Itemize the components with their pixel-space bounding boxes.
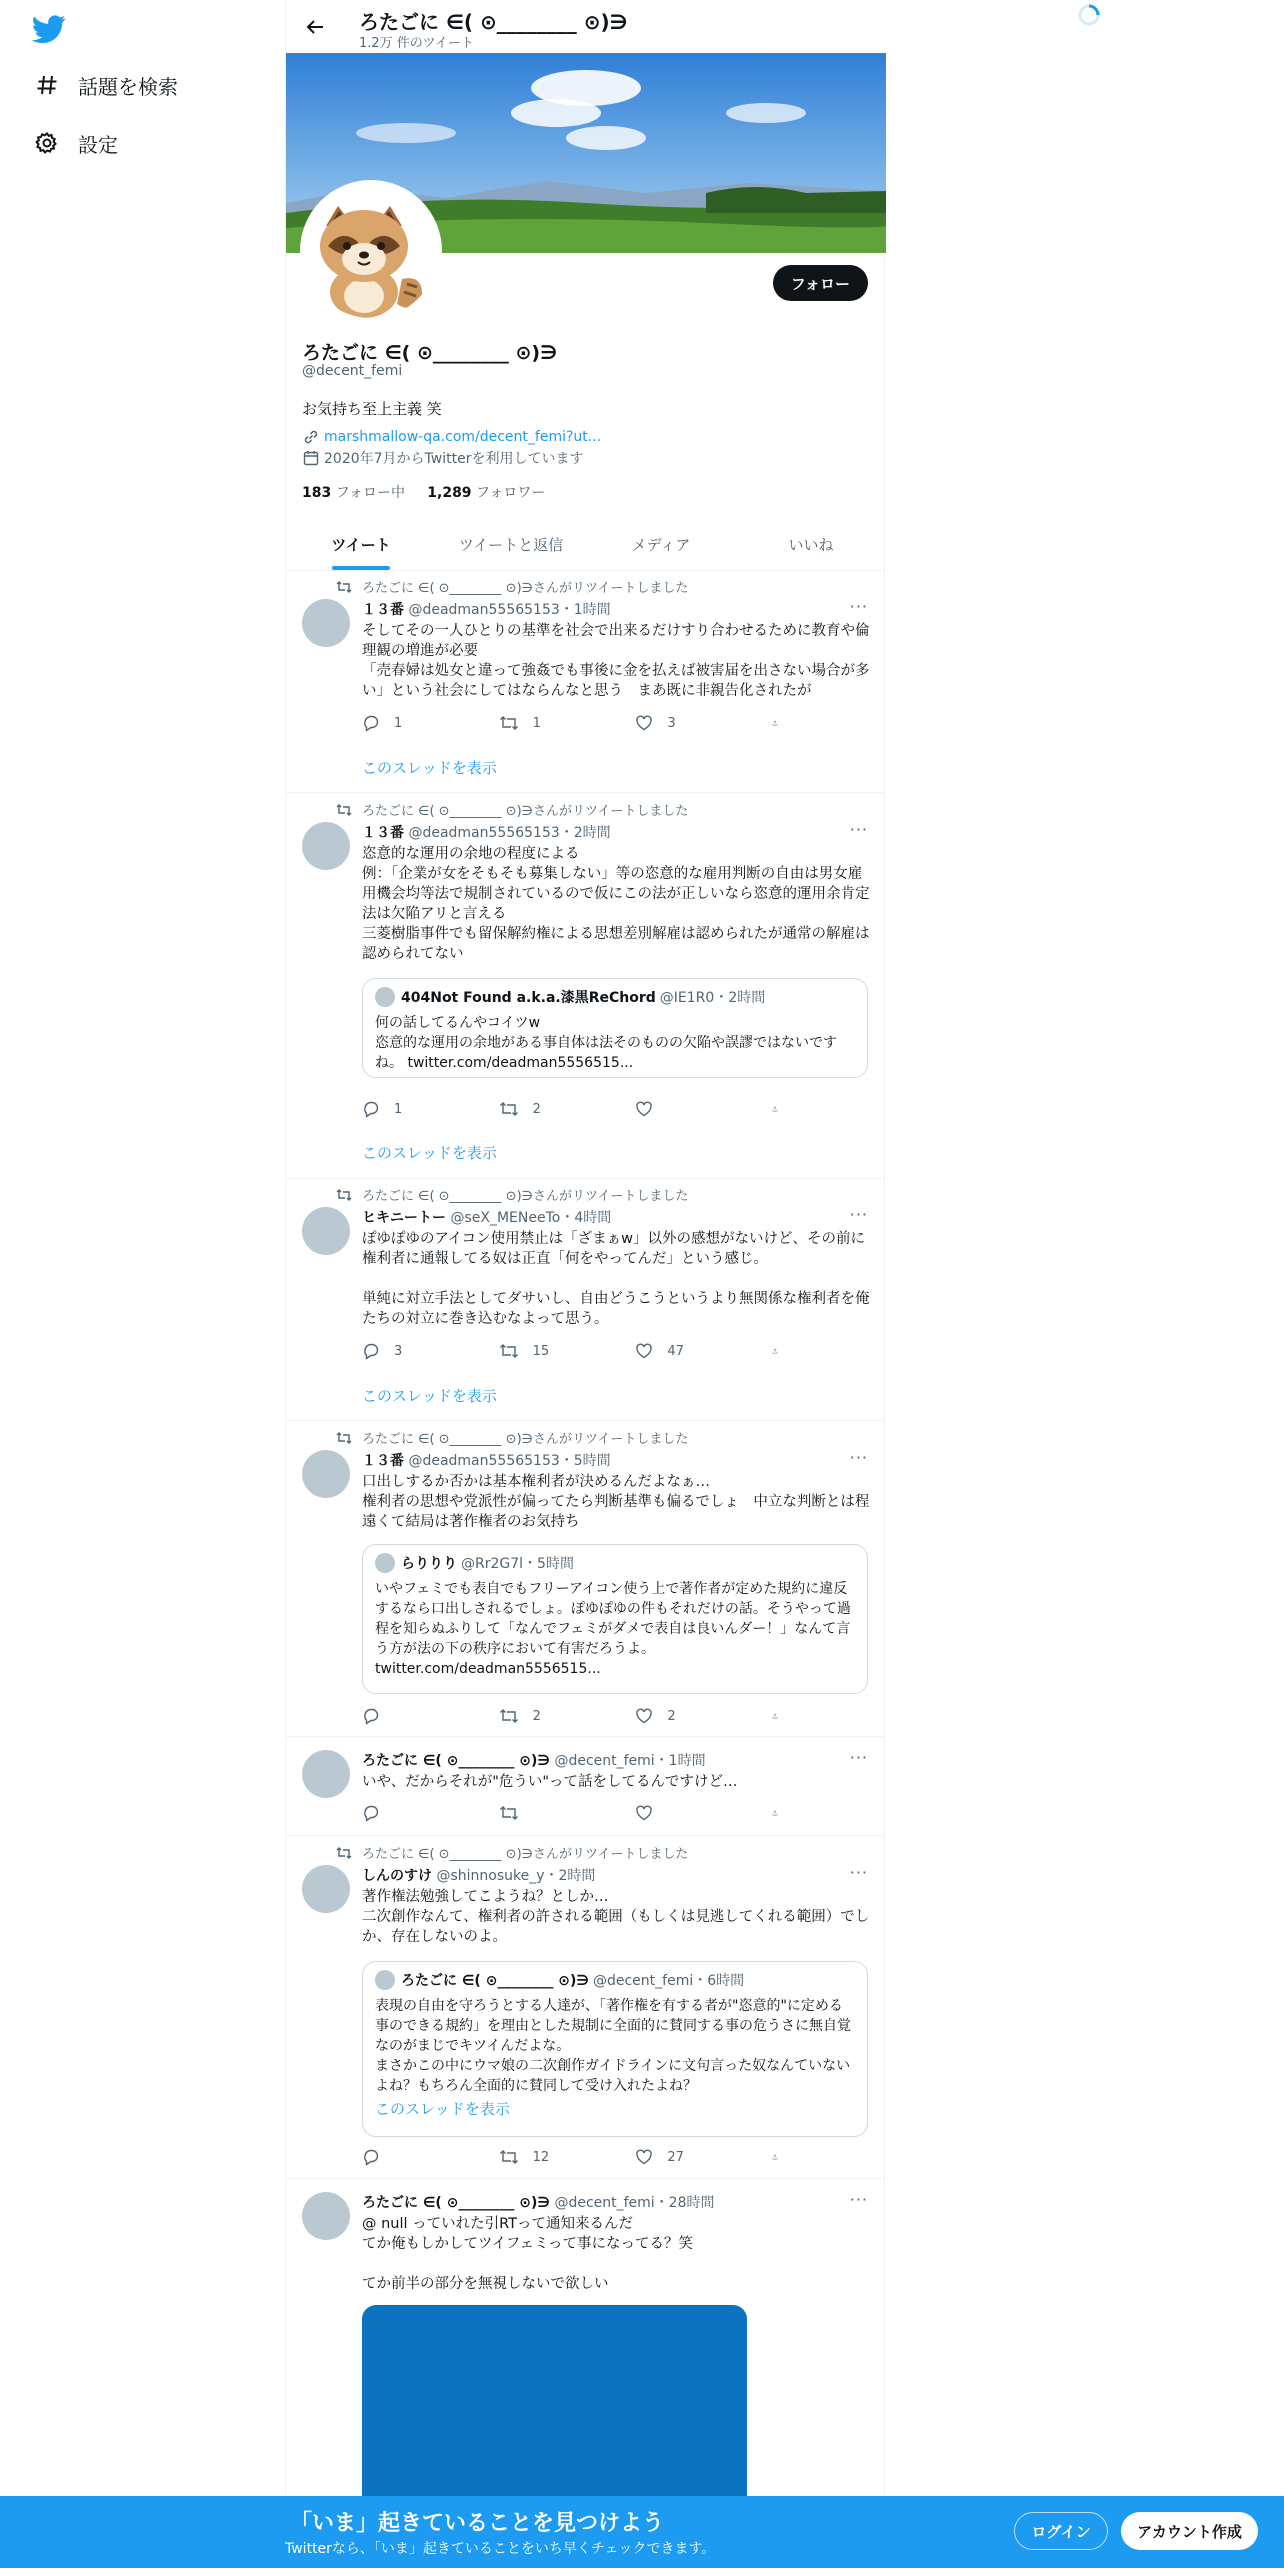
author-name[interactable]: ろたごに ∈( ⊙________ ⊙)∋ bbox=[362, 1753, 550, 1769]
more-options-icon[interactable]: ··· bbox=[849, 1863, 868, 1882]
show-thread-link[interactable]: このスレッドを表示 bbox=[362, 759, 497, 777]
quote-text: 何の話してるんやコイツw 恣意的な運用の余地がある事自体は法そのものの欠陥や誤謬ではないですね。 twitter.com/deadman5556515... bbox=[375, 1015, 837, 1071]
author-meta[interactable]: @deadman55565153・1時間 bbox=[408, 602, 611, 618]
more-options-icon[interactable]: ··· bbox=[849, 1748, 868, 1767]
heart-icon bbox=[635, 1100, 653, 1118]
retweet-button[interactable] bbox=[499, 714, 599, 732]
author-name[interactable]: ヒキニートー bbox=[362, 1210, 446, 1226]
reply-count: 3 bbox=[394, 1343, 403, 1359]
profile-bio: お気持ち至上主義 笑 bbox=[302, 400, 442, 418]
quote-avatar bbox=[375, 1970, 395, 1990]
heart-icon bbox=[635, 714, 653, 732]
like-button[interactable] bbox=[635, 1804, 735, 1822]
quote-meta: @Rr2G7l・5時間 bbox=[461, 1556, 574, 1572]
profile-joined-text: 2020年7月からTwitterを利用しています bbox=[324, 451, 584, 467]
profile-name: ろたごに ∈( ⊙________ ⊙)∋ bbox=[302, 342, 558, 364]
retweeted-by-text: ろたごに ∈( ⊙________ ⊙)∋さんがリツイートしました bbox=[362, 581, 689, 596]
back-arrow-icon[interactable] bbox=[300, 12, 330, 42]
follow-button[interactable]: フォロー bbox=[773, 265, 868, 301]
reply-button[interactable] bbox=[362, 1342, 462, 1360]
main-column bbox=[285, 0, 885, 2568]
tweet[interactable] bbox=[286, 1422, 886, 1737]
tweet-header bbox=[362, 1865, 595, 1885]
retweeted-by-text: ろたごに ∈( ⊙________ ⊙)∋さんがリツイートしました bbox=[362, 1432, 689, 1447]
signup-button[interactable]: アカウント作成 bbox=[1121, 2512, 1258, 2550]
like-count: 27 bbox=[667, 2149, 684, 2165]
author-meta[interactable]: @deadman55565153・5時間 bbox=[408, 1453, 611, 1469]
show-thread-link[interactable]: このスレッドを表示 bbox=[362, 1144, 497, 1162]
avatar[interactable] bbox=[302, 1750, 350, 1798]
following-label: フォロー中 bbox=[335, 485, 405, 501]
avatar[interactable] bbox=[302, 1450, 350, 1498]
retweet-indicator bbox=[336, 800, 688, 819]
retweet-icon bbox=[336, 580, 352, 594]
author-meta[interactable]: @decent_femi・1時間 bbox=[554, 1753, 706, 1769]
profile-joined bbox=[302, 448, 583, 468]
followers-count: 1,289 bbox=[427, 485, 472, 501]
retweet-icon bbox=[336, 1846, 352, 1860]
like-button[interactable] bbox=[635, 2148, 735, 2166]
retweet-count: 15 bbox=[532, 1343, 550, 1359]
retweet-count: 1 bbox=[532, 715, 541, 731]
tweet-header bbox=[362, 1450, 611, 1470]
author-meta[interactable]: @seX_MENeeTo・4時間 bbox=[450, 1210, 612, 1226]
tweet-text: 著作権法勉強してこようね？としか… 二次創作なんて、権利者の許される範囲（もしくは見逃してくれる範囲）でしか、存在しないのよ。 bbox=[362, 1889, 870, 1945]
followers-label: フォロワー bbox=[476, 485, 546, 501]
retweet-indicator bbox=[336, 577, 688, 596]
tab-tweets[interactable]: ツイート bbox=[286, 518, 436, 570]
retweet-icon bbox=[499, 1342, 519, 1360]
retweet-icon bbox=[499, 714, 519, 732]
quote-header bbox=[375, 1970, 855, 1990]
tweet-actions bbox=[362, 1100, 792, 1118]
author-name[interactable]: １３番 bbox=[362, 825, 404, 841]
login-button[interactable]: ログイン bbox=[1014, 2512, 1108, 2550]
retweet-count: 12 bbox=[532, 2149, 550, 2165]
quote-author: ろたごに ∈( ⊙________ ⊙)∋ bbox=[401, 1973, 589, 1989]
more-options-icon[interactable]: ··· bbox=[849, 597, 868, 616]
more-options-icon[interactable]: ··· bbox=[849, 820, 868, 839]
reply-button[interactable] bbox=[362, 2148, 462, 2166]
share-button[interactable] bbox=[772, 1707, 792, 1725]
retweet-button[interactable] bbox=[499, 1804, 599, 1822]
reply-icon bbox=[362, 714, 380, 732]
author-name[interactable]: １３番 bbox=[362, 1453, 404, 1469]
author-name[interactable]: ろたごに ∈( ⊙________ ⊙)∋ bbox=[362, 2195, 550, 2211]
tweet-text: 恣意的な運用の余地の程度による 例：「企業が女をそもそも募集しない」等の恣意的な雇用判断の自由は男女雇用機会均等法で規制されているので仮にこの法が正しいなら恣意的運用余肯定法は欠陥アリと言える 三菱樹脂事件でも留保解約権による思想差別解雇は認められたが通常の解雇は認められてない bbox=[362, 846, 870, 962]
more-options-icon[interactable]: ··· bbox=[849, 1448, 868, 1467]
profile-header bbox=[286, 0, 886, 53]
tab-tweets-and-replies[interactable]: ツイートと返信 bbox=[458, 535, 564, 554]
reply-icon bbox=[362, 1804, 380, 1822]
heart-icon bbox=[635, 2148, 653, 2166]
quote-meta: @decent_femi・6時間 bbox=[592, 1973, 745, 1989]
share-button[interactable] bbox=[772, 1100, 792, 1118]
retweeted-by-text: ろたごに ∈( ⊙________ ⊙)∋さんがリツイートしました bbox=[362, 804, 689, 819]
share-icon bbox=[772, 2148, 778, 2166]
nav-settings-label: 設定 bbox=[78, 132, 118, 157]
tweet-header bbox=[362, 822, 611, 842]
tab-likes[interactable]: いいね bbox=[788, 535, 834, 554]
tweet-actions bbox=[362, 2148, 792, 2166]
retweet-count: 2 bbox=[532, 1101, 541, 1117]
profile-stats bbox=[302, 482, 545, 502]
quote-show-thread-link[interactable]: このスレッドを表示 bbox=[375, 2100, 510, 2118]
tweet-text: そしてその一人ひとりの基準を社会で出来るだけすり合わせるために教育や倫理観の増進が必要 「売春婦は処女と違って強姦でも事後に金を払えば被害届を出さない場合が多い」という社会にしてはならんなと思う まあ既に非親告化されたが bbox=[362, 623, 870, 699]
share-button[interactable] bbox=[772, 714, 792, 732]
quote-text: いやフェミでも表自でもフリーアイコン使う上で著作者が定めた規約に違反するなら口出しされるでしょ。ぽゆぽゆの件もそれだけの話。そうやって過程を知らぬふりして「なんでフェミがダメで表自は良いんダー！」なんて言う方が法の下の秩序において有害だろうよ。 twitter.com/deadman5556515... bbox=[375, 1581, 851, 1677]
avatar[interactable] bbox=[302, 1207, 350, 1255]
signup-banner bbox=[0, 2496, 1284, 2568]
tweet-text: ぽゆぽゆのアイコン使用禁止は「ざまぁw」以外の感想がないけど、その前に権利者に通報してる奴は正直「何をやってんだ」という感じ。 単純に対立手法としてダサいし、自由どうこうというより無関係な権利者を俺たちの対立に巻き込むなよって思う。 bbox=[362, 1231, 870, 1327]
tweet-header bbox=[362, 2192, 715, 2212]
avatar[interactable] bbox=[302, 599, 350, 647]
nav-explore[interactable] bbox=[32, 70, 178, 100]
signup-banner-title: 「いま」起きていることを見つけよう bbox=[290, 2511, 665, 2536]
reply-button[interactable] bbox=[362, 1804, 462, 1822]
quote-avatar bbox=[375, 1553, 395, 1573]
author-meta[interactable]: @deadman55565153・2時間 bbox=[408, 825, 611, 841]
heart-icon bbox=[635, 1342, 653, 1360]
following-stat[interactable] bbox=[302, 485, 405, 501]
share-button[interactable] bbox=[772, 1342, 792, 1360]
share-icon bbox=[772, 1707, 778, 1725]
profile-avatar[interactable] bbox=[300, 180, 442, 322]
quote-meta: @IE1R0・2時間 bbox=[659, 990, 766, 1006]
retweet-icon bbox=[499, 1707, 519, 1725]
retweet-icon bbox=[499, 1100, 519, 1118]
like-count: 47 bbox=[667, 1343, 684, 1359]
twitter-bird-icon[interactable] bbox=[32, 12, 66, 46]
header-title: ろたごに ∈( ⊙________ ⊙)∋ bbox=[359, 10, 628, 34]
tweet-actions bbox=[362, 1707, 792, 1725]
more-options-icon[interactable]: ··· bbox=[849, 1205, 868, 1224]
tweet-text: いや、だからそれが"危うい"って話をしてるんですけど… bbox=[362, 1774, 738, 1790]
avatar[interactable] bbox=[302, 1865, 350, 1913]
reply-button[interactable] bbox=[362, 1100, 462, 1118]
retweet-indicator bbox=[336, 1843, 688, 1862]
like-button[interactable] bbox=[635, 1100, 735, 1118]
tweet-actions bbox=[362, 1804, 792, 1822]
heart-icon bbox=[635, 1804, 653, 1822]
tweet-header bbox=[362, 1207, 611, 1227]
retweet-indicator bbox=[336, 1185, 688, 1204]
quoted-tweet[interactable] bbox=[362, 1961, 868, 2137]
heart-icon bbox=[635, 1707, 653, 1725]
hashtag-icon bbox=[32, 70, 62, 100]
retweet-icon bbox=[336, 803, 352, 817]
nav-settings[interactable] bbox=[32, 128, 118, 158]
retweet-button[interactable] bbox=[499, 1342, 599, 1360]
more-options-icon[interactable]: ··· bbox=[849, 2190, 868, 2209]
quote-author: らりりり bbox=[401, 1556, 457, 1572]
profile-handle: @decent_femi bbox=[302, 363, 403, 379]
share-button[interactable] bbox=[772, 2148, 792, 2166]
retweet-icon bbox=[336, 1188, 352, 1202]
retweeted-by-text: ろたごに ∈( ⊙________ ⊙)∋さんがリツイートしました bbox=[362, 1847, 689, 1862]
avatar[interactable] bbox=[302, 2192, 350, 2240]
header-tweet-count: 1.2万 件のツイート bbox=[359, 36, 474, 51]
tweet-header bbox=[362, 1750, 706, 1770]
profile-link[interactable] bbox=[302, 428, 601, 446]
reply-icon bbox=[362, 1342, 380, 1360]
reply-icon bbox=[362, 2148, 380, 2166]
tweet[interactable] bbox=[286, 1837, 886, 2179]
tweet[interactable] bbox=[286, 794, 886, 1179]
author-name[interactable]: １３番 bbox=[362, 602, 404, 618]
tweet-text: @ null っていれた引RTって通知来るんだ てか俺もしかしてツイフェミって事になってる？笑 てか前半の部分を無視しないで欲しい bbox=[362, 2216, 694, 2292]
retweet-button[interactable] bbox=[499, 2148, 599, 2166]
signup-banner-subtitle: Twitterなら、「いま」起きていることをいち早くチェックできます。 bbox=[285, 2541, 716, 2557]
retweet-icon bbox=[499, 2148, 519, 2166]
nav-explore-label: 話題を検索 bbox=[78, 74, 178, 99]
like-button[interactable] bbox=[635, 1342, 735, 1360]
like-count: 2 bbox=[667, 1708, 676, 1724]
retweet-icon bbox=[336, 1431, 352, 1445]
reply-button[interactable] bbox=[362, 1707, 462, 1725]
reply-button[interactable] bbox=[362, 714, 462, 732]
retweet-indicator bbox=[336, 1428, 688, 1447]
quote-avatar bbox=[375, 987, 395, 1007]
tweet[interactable] bbox=[286, 1179, 886, 1421]
author-meta[interactable]: @shinnosuke_y・2時間 bbox=[436, 1868, 596, 1884]
reply-icon bbox=[362, 1707, 380, 1725]
quote-author: 404Not Found a.k.a.漆黒ReChord bbox=[401, 990, 656, 1006]
author-meta[interactable]: @decent_femi・28時間 bbox=[554, 2195, 715, 2211]
share-button[interactable] bbox=[772, 1804, 792, 1822]
retweet-button[interactable] bbox=[499, 1100, 599, 1118]
share-icon bbox=[772, 714, 778, 732]
avatar[interactable] bbox=[302, 822, 350, 870]
like-button[interactable] bbox=[635, 1707, 735, 1725]
retweet-count: 2 bbox=[532, 1708, 541, 1724]
tweet-actions bbox=[362, 714, 792, 732]
share-icon bbox=[772, 1804, 778, 1822]
share-icon bbox=[772, 1100, 778, 1118]
quoted-tweet[interactable] bbox=[362, 978, 868, 1078]
retweeted-by-text: ろたごに ∈( ⊙________ ⊙)∋さんがリツイートしました bbox=[362, 1189, 689, 1204]
profile-link-text[interactable]: marshmallow-qa.com/decent_femi?ut... bbox=[324, 429, 602, 445]
retweet-button[interactable] bbox=[499, 1707, 599, 1725]
show-thread-link[interactable]: このスレッドを表示 bbox=[362, 1387, 497, 1405]
loading-spinner-icon bbox=[1074, 2, 1104, 28]
tab-media[interactable]: メディア bbox=[631, 535, 691, 554]
tweet-header bbox=[362, 599, 611, 619]
tweet[interactable] bbox=[286, 1738, 886, 1836]
tweet[interactable] bbox=[286, 571, 886, 793]
reply-count: 1 bbox=[394, 1101, 403, 1117]
like-count: 3 bbox=[667, 715, 676, 731]
reply-count: 1 bbox=[394, 715, 403, 731]
tweet-text: 口出しするか否かは基本権利者が決めるんだよなぁ… 権利者の思想や党派性が偏ってたら判断基準も偏るでしょ 中立な判断とは程遠くて結局は著作権者のお気持ち bbox=[362, 1474, 870, 1530]
calendar-icon bbox=[302, 449, 320, 467]
reply-icon bbox=[362, 1100, 380, 1118]
quote-text: 表現の自由を守ろうとする人達が、「著作権を有する者が"恣意的"に定める事のできる規約」を理由とした規制に全面的に賛同する事の危うさに無自覚なのがまじでキツイんだよな。 まさかこの中にウマ娘の二次創作ガイドラインに文句言った奴なんていないよね？もちろん全面的に賛同して受け入れたよね？ bbox=[375, 1998, 851, 2094]
tweet-actions bbox=[362, 1342, 792, 1360]
gear-icon bbox=[32, 128, 62, 158]
link-icon bbox=[302, 428, 320, 446]
share-icon bbox=[772, 1342, 778, 1360]
quote-header bbox=[375, 987, 855, 1007]
like-button[interactable] bbox=[635, 714, 735, 732]
quoted-tweet[interactable] bbox=[362, 1544, 868, 1694]
author-name[interactable]: しんのすけ bbox=[362, 1868, 432, 1884]
following-count: 183 bbox=[302, 485, 332, 501]
retweet-icon bbox=[499, 1804, 519, 1822]
followers-stat[interactable] bbox=[427, 485, 545, 501]
quote-header bbox=[375, 1553, 855, 1573]
profile-tabs bbox=[286, 518, 886, 571]
